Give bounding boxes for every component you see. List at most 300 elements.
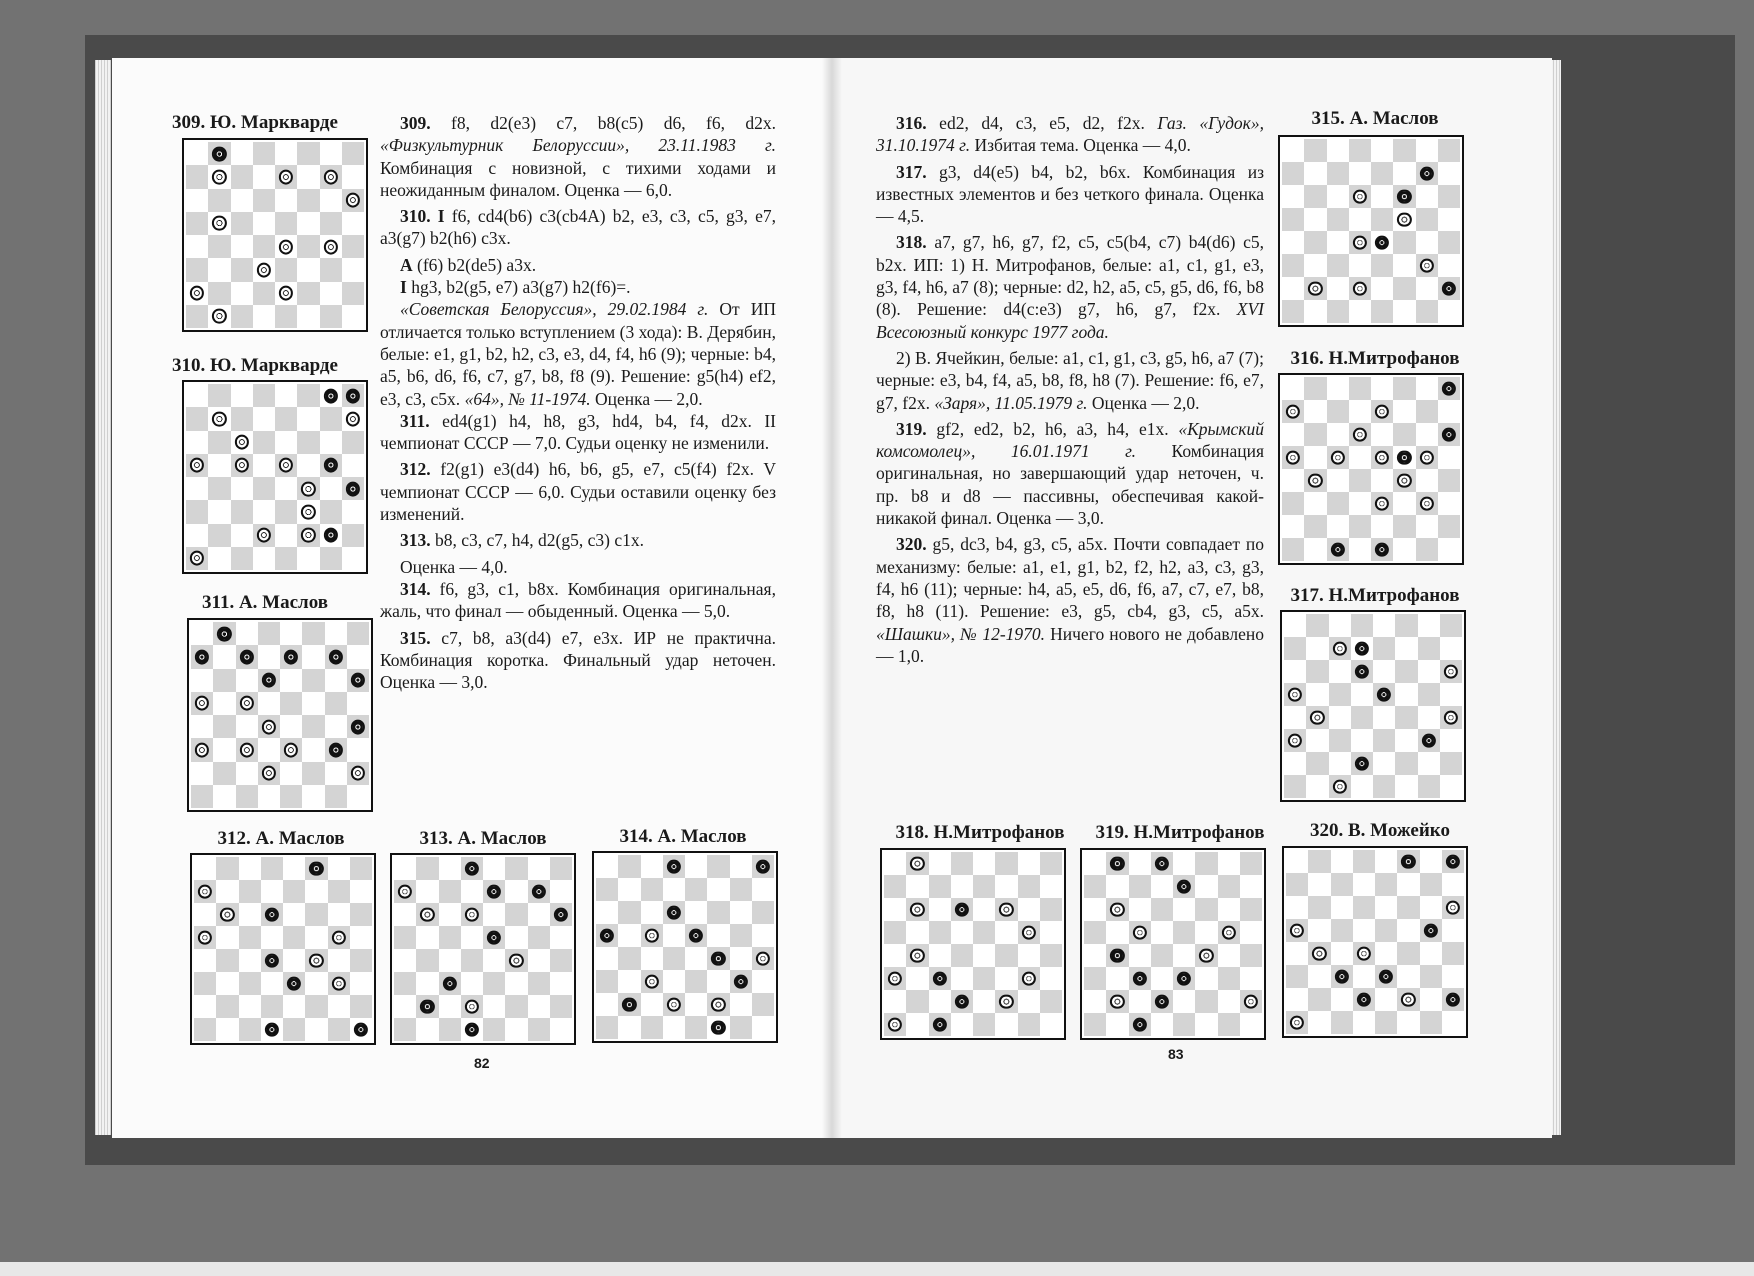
- white-checker-piece: [1420, 496, 1434, 511]
- board-square: [483, 972, 505, 995]
- board-square: [1395, 660, 1417, 683]
- board-square: [320, 384, 342, 407]
- white-checker-piece: [198, 930, 212, 945]
- board-square: [216, 972, 238, 995]
- solution-paragraph: [380, 627, 776, 694]
- board-square: [1018, 967, 1040, 990]
- board-square: [1304, 423, 1326, 446]
- white-checker-piece: [1312, 946, 1326, 961]
- board-square: [328, 903, 350, 926]
- black-checker-piece: [1401, 854, 1415, 869]
- board-square: [416, 995, 438, 1018]
- board-square: [342, 142, 364, 165]
- board-square: [951, 852, 973, 875]
- board-square: [258, 669, 280, 692]
- board-square: [1329, 775, 1351, 798]
- board-square: [461, 903, 483, 926]
- board-square: [1195, 944, 1217, 967]
- board-square: [1284, 660, 1306, 683]
- paragraph-num: 312.: [400, 459, 431, 480]
- board-square: [416, 949, 438, 972]
- board-square: [416, 880, 438, 903]
- checkers-board: [1280, 610, 1466, 802]
- board-square: [1416, 492, 1438, 515]
- board-square: [186, 282, 208, 305]
- board-square: [951, 967, 973, 990]
- board-square: [1418, 775, 1440, 798]
- board-square: [951, 898, 973, 921]
- black-checker-piece: [1177, 879, 1191, 894]
- board-square: [1106, 944, 1128, 967]
- white-checker-piece: [1357, 946, 1371, 961]
- white-checker-piece: [910, 856, 924, 871]
- board-square: [1106, 990, 1128, 1013]
- board-square: [1438, 446, 1460, 469]
- board-square: [1286, 988, 1308, 1011]
- board-square: [951, 921, 973, 944]
- board-square: [302, 738, 324, 761]
- board-square: [191, 622, 213, 645]
- board-square: [884, 875, 906, 898]
- board-square: [995, 921, 1017, 944]
- board-square: [550, 880, 572, 903]
- board-square: [596, 878, 618, 901]
- board-square: [1416, 423, 1438, 446]
- board-square: [685, 924, 707, 947]
- black-checker-piece: [487, 930, 501, 945]
- board-square: [1240, 990, 1262, 1013]
- board-square: [1331, 988, 1353, 1011]
- solution-paragraph: [380, 112, 776, 201]
- board-square: [505, 903, 527, 926]
- board-square: [236, 762, 258, 785]
- board-square: [320, 454, 342, 477]
- board-square: [1284, 752, 1306, 775]
- board-square: [350, 903, 372, 926]
- board-square: [1393, 492, 1415, 515]
- white-checker-piece: [190, 286, 204, 301]
- white-checker-piece: [1199, 948, 1213, 963]
- board-square: [320, 189, 342, 212]
- paragraph-italic: XVI Всесоюзный конкурс 1977 года.: [876, 299, 1264, 342]
- board-square: [505, 949, 527, 972]
- paragraph-text: b8, c3, c7, h4, d2(g5, c3) c1x.: [430, 530, 644, 551]
- board-square: [618, 970, 640, 993]
- black-checker-piece: [1357, 992, 1371, 1007]
- board-square: [394, 995, 416, 1018]
- board-square: [1393, 446, 1415, 469]
- board-square: [906, 898, 928, 921]
- board-square: [1218, 921, 1240, 944]
- solution-paragraph: [380, 556, 776, 578]
- board-square: [1195, 967, 1217, 990]
- board-square: [350, 880, 372, 903]
- board-square: [1195, 921, 1217, 944]
- board-square: [1442, 965, 1464, 988]
- board-square: [1438, 254, 1460, 277]
- white-checker-piece: [667, 997, 681, 1012]
- black-checker-piece: [622, 997, 636, 1012]
- white-checker-piece: [284, 742, 298, 757]
- black-checker-piece: [465, 861, 479, 876]
- board-square: [973, 990, 995, 1013]
- board-square: [1018, 1013, 1040, 1036]
- board-square: [951, 875, 973, 898]
- board-square: [1375, 896, 1397, 919]
- board-square: [951, 1013, 973, 1036]
- board-square: [236, 622, 258, 645]
- black-checker-piece: [309, 861, 323, 876]
- board-square: [641, 970, 663, 993]
- board-square: [186, 212, 208, 235]
- board-square: [394, 949, 416, 972]
- board-square: [707, 993, 729, 1016]
- board-square: [752, 924, 774, 947]
- board-square: [1173, 921, 1195, 944]
- board-square: [1304, 446, 1326, 469]
- board-square: [929, 898, 951, 921]
- checkers-board: [592, 851, 778, 1043]
- black-checker-piece: [284, 649, 298, 664]
- board-square: [1418, 729, 1440, 752]
- board-square: [663, 993, 685, 1016]
- board-square: [231, 547, 253, 570]
- board-square: [1331, 850, 1353, 873]
- board-square: [439, 972, 461, 995]
- board-square: [1084, 898, 1106, 921]
- board-square: [1282, 377, 1304, 400]
- board-square: [1375, 942, 1397, 965]
- board-square: [1151, 875, 1173, 898]
- white-checker-piece: [240, 696, 254, 711]
- white-checker-piece: [301, 528, 315, 543]
- paragraph-text: ed2, d4, c3, e5, d2, f2x.: [926, 113, 1158, 133]
- board-square: [1371, 492, 1393, 515]
- board-square: [253, 189, 275, 212]
- black-checker-piece: [689, 928, 703, 943]
- board-square: [1331, 1011, 1353, 1034]
- board-square: [1373, 729, 1395, 752]
- board-square: [236, 645, 258, 668]
- board-square: [275, 165, 297, 188]
- board-square: [1084, 852, 1106, 875]
- board-square: [283, 972, 305, 995]
- board-square: [216, 880, 238, 903]
- board-square: [275, 212, 297, 235]
- white-checker-piece: [1286, 450, 1300, 465]
- board-square: [1349, 377, 1371, 400]
- board-square: [394, 880, 416, 903]
- white-checker-piece: [351, 766, 365, 781]
- black-checker-piece: [734, 974, 748, 989]
- white-checker-piece: [262, 766, 276, 781]
- board-square: [641, 855, 663, 878]
- board-square: [328, 880, 350, 903]
- board-square: [1373, 752, 1395, 775]
- black-checker-piece: [351, 719, 365, 734]
- board-square: [1286, 1011, 1308, 1034]
- board-square: [1284, 706, 1306, 729]
- board-square: [186, 500, 208, 523]
- board-square: [1327, 469, 1349, 492]
- board-square: [1442, 1011, 1464, 1034]
- board-square: [929, 852, 951, 875]
- white-checker-piece: [198, 884, 212, 899]
- board-square: [1375, 988, 1397, 1011]
- board-square: [663, 901, 685, 924]
- board-square: [1397, 873, 1419, 896]
- board-square: [906, 1013, 928, 1036]
- checkers-board: [1080, 848, 1266, 1040]
- board-square: [884, 967, 906, 990]
- board-square: [1440, 752, 1462, 775]
- white-checker-piece: [324, 169, 338, 184]
- black-checker-piece: [1442, 281, 1456, 296]
- board-square: [208, 142, 230, 165]
- board-square: [550, 857, 572, 880]
- white-checker-piece: [1353, 427, 1367, 442]
- board-square: [253, 384, 275, 407]
- white-checker-piece: [910, 902, 924, 917]
- board-square: [1393, 377, 1415, 400]
- solution-paragraph: [876, 533, 1264, 667]
- board-square: [995, 1013, 1017, 1036]
- board-square: [305, 949, 327, 972]
- board-square: [1442, 988, 1464, 1011]
- board-square: [1282, 300, 1304, 323]
- board-square: [261, 1018, 283, 1041]
- solution-paragraph: [876, 112, 1264, 157]
- board-square: [1304, 185, 1326, 208]
- board-square: [1416, 162, 1438, 185]
- board-square: [1331, 896, 1353, 919]
- black-checker-piece: [1331, 542, 1345, 557]
- board-square: [685, 970, 707, 993]
- white-checker-piece: [212, 309, 226, 324]
- board-square: [995, 990, 1017, 1013]
- board-square: [342, 500, 364, 523]
- board-square: [1397, 942, 1419, 965]
- board-square: [461, 972, 483, 995]
- white-checker-piece: [1288, 733, 1302, 748]
- board-square: [1418, 614, 1440, 637]
- board-square: [239, 903, 261, 926]
- board-square: [1373, 775, 1395, 798]
- board-square: [1438, 423, 1460, 446]
- diagram-title: 317. Н.Митрофанов: [1290, 585, 1460, 606]
- board-square: [1151, 898, 1173, 921]
- board-square: [1327, 185, 1349, 208]
- board-square: [253, 235, 275, 258]
- board-square: [305, 972, 327, 995]
- board-square: [1397, 988, 1419, 1011]
- solution-paragraph: [876, 161, 1264, 228]
- black-checker-piece: [1424, 923, 1438, 938]
- paragraph-num: 317.: [896, 161, 927, 182]
- board-square: [1438, 162, 1460, 185]
- board-square: [302, 785, 324, 808]
- board-square: [1351, 729, 1373, 752]
- board-square: [1351, 683, 1373, 706]
- board-square: [884, 852, 906, 875]
- board-square: [1393, 400, 1415, 423]
- board-square: [906, 967, 928, 990]
- board-square: [1308, 873, 1330, 896]
- board-square: [261, 857, 283, 880]
- white-checker-piece: [1022, 925, 1036, 940]
- board-square: [297, 235, 319, 258]
- paragraph-italic: «Физкультурник Белоруссии», 23.11.1983 г.: [380, 135, 776, 156]
- paragraph-text: hg3, b2(g5, e7) a3(g7) h2(f6)=.: [406, 277, 631, 298]
- board-square: [1440, 729, 1462, 752]
- board-square: [439, 995, 461, 1018]
- board-square: [297, 165, 319, 188]
- board-square: [1440, 660, 1462, 683]
- board-square: [236, 738, 258, 761]
- white-checker-piece: [301, 481, 315, 496]
- board-square: [297, 547, 319, 570]
- board-square: [752, 901, 774, 924]
- board-square: [1375, 965, 1397, 988]
- board-square: [1173, 1013, 1195, 1036]
- white-checker-piece: [1446, 900, 1460, 915]
- board-square: [258, 622, 280, 645]
- board-square: [320, 407, 342, 430]
- board-square: [1440, 614, 1462, 637]
- board-square: [505, 1018, 527, 1041]
- paragraph-num: 320.: [896, 534, 927, 555]
- board-square: [1304, 162, 1326, 185]
- board-square: [342, 235, 364, 258]
- board-square: [1371, 300, 1393, 323]
- board-square: [1282, 254, 1304, 277]
- board-square: [1304, 492, 1326, 515]
- board-square: [231, 407, 253, 430]
- board-square: [261, 880, 283, 903]
- board-square: [1371, 231, 1393, 254]
- board-square: [213, 645, 235, 668]
- white-checker-piece: [465, 999, 479, 1014]
- black-checker-piece: [420, 999, 434, 1014]
- white-checker-piece: [220, 907, 234, 922]
- board-square: [1240, 852, 1262, 875]
- board-square: [1349, 300, 1371, 323]
- board-square: [208, 477, 230, 500]
- board-square: [439, 880, 461, 903]
- board-square: [394, 1018, 416, 1041]
- board-square: [213, 785, 235, 808]
- board-square: [283, 995, 305, 1018]
- board-square: [1308, 965, 1330, 988]
- board-square: [1373, 637, 1395, 660]
- board-square: [1195, 990, 1217, 1013]
- board-square: [1395, 752, 1417, 775]
- board-square: [1438, 139, 1460, 162]
- board-square: [1353, 896, 1375, 919]
- board-square: [325, 715, 347, 738]
- board-square: [1129, 990, 1151, 1013]
- board-square: [275, 305, 297, 328]
- board-square: [505, 857, 527, 880]
- board-square: [191, 692, 213, 715]
- board-square: [1438, 538, 1460, 561]
- board-square: [1440, 637, 1462, 660]
- board-square: [275, 282, 297, 305]
- board-square: [1327, 400, 1349, 423]
- paragraph-num: I: [400, 277, 407, 298]
- board-square: [1416, 254, 1438, 277]
- white-checker-piece: [888, 1017, 902, 1032]
- black-checker-piece: [711, 951, 725, 966]
- board-square: [208, 500, 230, 523]
- board-square: [347, 738, 369, 761]
- board-square: [1349, 469, 1371, 492]
- diagram-title: 318. Н.Митрофанов: [895, 822, 1065, 843]
- board-square: [439, 903, 461, 926]
- board-square: [325, 669, 347, 692]
- board-square: [752, 1016, 774, 1039]
- board-square: [1327, 277, 1349, 300]
- board-square: [1371, 377, 1393, 400]
- board-square: [663, 947, 685, 970]
- board-square: [1418, 752, 1440, 775]
- board-square: [1438, 492, 1460, 515]
- board-square: [236, 669, 258, 692]
- white-checker-piece: [1244, 994, 1258, 1009]
- board-square: [1393, 162, 1415, 185]
- board-square: [596, 1016, 618, 1039]
- white-checker-piece: [235, 458, 249, 473]
- white-checker-piece: [257, 528, 271, 543]
- black-checker-piece: [1355, 756, 1369, 771]
- black-checker-piece: [933, 1017, 947, 1032]
- board-square: [283, 857, 305, 880]
- board-square: [707, 947, 729, 970]
- white-checker-piece: [279, 169, 293, 184]
- board-square: [995, 944, 1017, 967]
- board-square: [342, 524, 364, 547]
- white-checker-piece: [1401, 992, 1415, 1007]
- board-square: [1375, 919, 1397, 942]
- board-square: [730, 878, 752, 901]
- board-square: [1173, 852, 1195, 875]
- board-square: [1151, 852, 1173, 875]
- board-square: [1327, 231, 1349, 254]
- paragraph-tail: Комбинация оригинальная, но завершающий удар неточен, ч. пр. b8 и d8 — пассивны, обеспечивая какой-никакой финал. Оценка — 3,0.: [876, 441, 1264, 529]
- board-square: [302, 622, 324, 645]
- board-square: [1304, 208, 1326, 231]
- board-square: [1416, 300, 1438, 323]
- board-square: [297, 305, 319, 328]
- board-square: [1351, 752, 1373, 775]
- board-square: [416, 1018, 438, 1041]
- black-checker-piece: [1375, 235, 1389, 250]
- board-square: [1442, 942, 1464, 965]
- board-square: [505, 880, 527, 903]
- board-square: [1329, 614, 1351, 637]
- board-square: [1420, 919, 1442, 942]
- board-square: [186, 431, 208, 454]
- page-number: 82: [474, 1055, 490, 1071]
- board-square: [320, 524, 342, 547]
- paragraph-italic: «Заря», 11.05.1979 г.: [934, 392, 1088, 413]
- checkers-board: [182, 380, 368, 574]
- board-square: [929, 921, 951, 944]
- board-square: [1351, 614, 1373, 637]
- board-square: [325, 645, 347, 668]
- board-square: [1327, 300, 1349, 323]
- board-square: [213, 692, 235, 715]
